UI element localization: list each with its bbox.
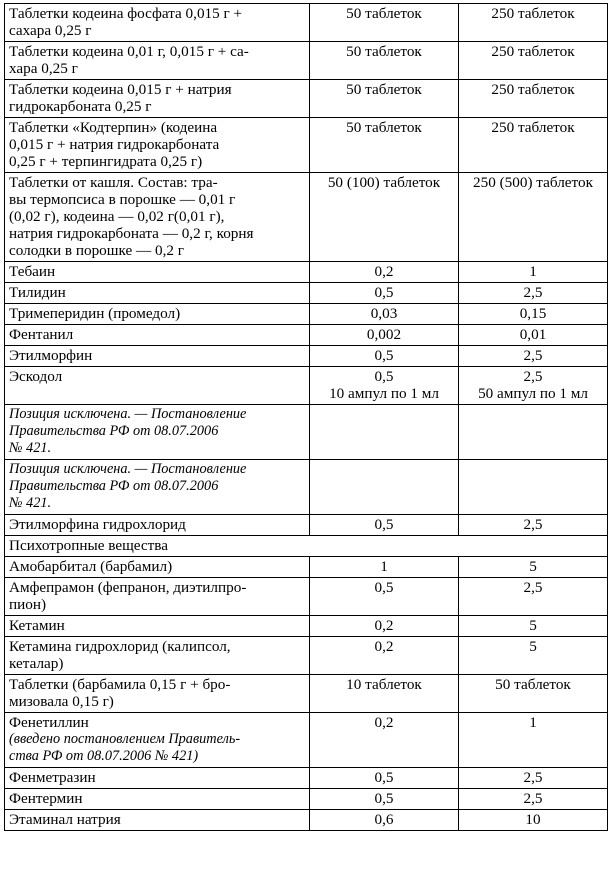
substance-name-cell — [5, 80, 310, 118]
cell-line: Таблетки кодеина 0,015 г + натрия — [9, 81, 232, 98]
single-dose-cell — [310, 460, 459, 515]
cell-line: 50 ампул по 1 мл — [478, 385, 588, 402]
cell-line: 0,002 — [366, 326, 402, 343]
substance-name-cell — [5, 515, 310, 536]
cell-line: 0,5 — [374, 368, 394, 385]
cell-line: 250 таблеток — [491, 43, 575, 60]
total-quantity-cell — [459, 283, 608, 304]
table-row — [5, 515, 608, 536]
total-quantity-cell — [459, 346, 608, 367]
cell-line: Кетамина гидрохлорид (калипсол, — [9, 638, 231, 655]
cell-line: Фентанил — [9, 326, 74, 343]
cell-line: 50 таблеток — [346, 43, 422, 60]
table-row — [5, 346, 608, 367]
total-quantity-cell — [459, 118, 608, 173]
total-quantity-cell — [459, 637, 608, 675]
cell-line: вы термопсиса в порошке — 0,01 г — [9, 191, 236, 208]
cell-line: 0,2 — [374, 714, 394, 731]
total-quantity-cell — [459, 42, 608, 80]
table-row — [5, 283, 608, 304]
cell-line: 0,2 — [374, 638, 394, 655]
cell-line: 0,5 — [374, 769, 394, 786]
cell-line: Этаминал натрия — [9, 811, 121, 828]
cell-line: 250 таблеток — [491, 119, 575, 136]
total-quantity-cell — [459, 367, 608, 405]
cell-line: Тебаин — [9, 263, 56, 280]
table-row — [5, 304, 608, 325]
table-row — [5, 262, 608, 283]
total-quantity-cell — [459, 4, 608, 42]
cell-line: Правительства РФ от 08.07.2006 — [9, 478, 219, 494]
single-dose-cell — [310, 789, 459, 810]
single-dose-cell — [310, 4, 459, 42]
total-quantity-cell — [459, 173, 608, 262]
cell-line: 0,03 — [370, 305, 398, 322]
cell-line: Тилидин — [9, 284, 66, 301]
cell-line: 0,2 — [374, 617, 394, 634]
single-dose-cell — [310, 118, 459, 173]
substance-name-cell — [5, 713, 310, 768]
cell-line: Таблетки «Кодтерпин» (кодеина — [9, 119, 218, 136]
table-row — [5, 118, 608, 173]
substance-name-cell — [5, 810, 310, 831]
single-dose-cell — [310, 675, 459, 713]
cell-line: солодки в порошке — 0,2 г — [9, 242, 185, 259]
cell-line: № 421. — [9, 495, 52, 511]
substance-name-cell — [5, 262, 310, 283]
cell-line: 10 ампул по 1 мл — [329, 385, 439, 402]
cell-line: 0,2 — [374, 263, 394, 280]
table-body — [5, 4, 608, 831]
table-row — [5, 460, 608, 515]
cell-line: Позиция исключена. — Постановление — [9, 461, 247, 477]
table-row — [5, 557, 608, 578]
cell-line: хара 0,25 г — [9, 60, 78, 77]
cell-line: 0,25 г + терпингидрата 0,25 г) — [9, 153, 203, 170]
substance-name-cell — [5, 367, 310, 405]
cell-line: 2,5 — [523, 368, 543, 385]
table-row — [5, 810, 608, 831]
total-quantity-cell — [459, 304, 608, 325]
cell-line: 50 таблеток — [346, 81, 422, 98]
cell-line: 0,5 — [374, 347, 394, 364]
single-dose-cell — [310, 262, 459, 283]
cell-line: 2,5 — [523, 347, 543, 364]
table-row — [5, 42, 608, 80]
total-quantity-cell — [459, 557, 608, 578]
single-dose-cell — [310, 173, 459, 262]
cell-line: 2,5 — [523, 769, 543, 786]
substance-name-cell — [5, 304, 310, 325]
cell-line: кеталар) — [9, 655, 64, 672]
total-quantity-cell — [459, 460, 608, 515]
cell-line: 10 таблеток — [346, 676, 422, 693]
cell-line: № 421. — [9, 440, 52, 456]
total-quantity-cell — [459, 262, 608, 283]
cell-line: 2,5 — [523, 516, 543, 533]
single-dose-cell — [310, 515, 459, 536]
total-quantity-cell — [459, 405, 608, 460]
table-row — [5, 616, 608, 637]
cell-line: Фенетиллин — [9, 714, 89, 731]
cell-line: 1 — [380, 558, 388, 575]
substance-name-cell — [5, 637, 310, 675]
substance-name-cell — [5, 578, 310, 616]
cell-line: Позиция исключена. — Постановление — [9, 406, 247, 422]
substance-name-cell — [5, 557, 310, 578]
total-quantity-cell — [459, 789, 608, 810]
cell-line: 5 — [529, 638, 537, 655]
single-dose-cell — [310, 578, 459, 616]
cell-line: 0,01 — [519, 326, 547, 343]
cell-line: Этилморфин — [9, 347, 93, 364]
cell-line: 250 таблеток — [491, 5, 575, 22]
cell-line: 50 таблеток — [346, 119, 422, 136]
table-row — [5, 4, 608, 42]
cell-line: натрия гидрокарбоната — 0,2 г, корня — [9, 225, 254, 242]
cell-line: Амфепрамон (фепранон, диэтилпро- — [9, 579, 247, 596]
substance-name-cell — [5, 675, 310, 713]
substance-name-cell — [5, 789, 310, 810]
cell-line: пион) — [9, 596, 47, 613]
single-dose-cell — [310, 768, 459, 789]
table-row — [5, 768, 608, 789]
single-dose-cell — [310, 405, 459, 460]
cell-line: 5 — [529, 558, 537, 575]
table-row — [5, 536, 608, 557]
cell-line: Тримеперидин (промедол) — [9, 305, 181, 322]
cell-line: Правительства РФ от 08.07.2006 — [9, 423, 219, 439]
cell-line: (0,02 г), кодеина — 0,02 г(0,01 г), — [9, 208, 225, 225]
table-row — [5, 675, 608, 713]
cell-line: 1 — [529, 714, 537, 731]
cell-line: Таблетки кодеина 0,01 г, 0,015 г + са- — [9, 43, 249, 60]
single-dose-cell — [310, 637, 459, 675]
single-dose-cell — [310, 557, 459, 578]
total-quantity-cell — [459, 325, 608, 346]
total-quantity-cell — [459, 616, 608, 637]
cell-line: 50 таблеток — [346, 5, 422, 22]
single-dose-cell — [310, 713, 459, 768]
cell-line: Фенметразин — [9, 769, 96, 786]
total-quantity-cell — [459, 713, 608, 768]
table-row — [5, 405, 608, 460]
single-dose-cell — [310, 283, 459, 304]
single-dose-cell — [310, 346, 459, 367]
table-row — [5, 578, 608, 616]
single-dose-cell — [310, 42, 459, 80]
single-dose-cell — [310, 810, 459, 831]
cell-line: 0,6 — [374, 811, 394, 828]
cell-line: мизовала 0,15 г) — [9, 693, 114, 710]
cell-line: 50 (100) таблеток — [327, 174, 441, 191]
substance-name-cell — [5, 118, 310, 173]
cell-line: 10 — [525, 811, 541, 828]
document-page — [4, 3, 607, 831]
cell-line: ства РФ от 08.07.2006 № 421) — [9, 748, 199, 764]
cell-line: 0,5 — [374, 516, 394, 533]
cell-line: гидрокарбоната 0,25 г — [9, 98, 152, 115]
table-row — [5, 789, 608, 810]
substance-name-cell — [5, 346, 310, 367]
table-row — [5, 173, 608, 262]
total-quantity-cell — [459, 810, 608, 831]
substance-name-cell — [5, 42, 310, 80]
cell-line: 250 таблеток — [491, 81, 575, 98]
section-header — [5, 536, 608, 557]
substance-name-cell — [5, 173, 310, 262]
single-dose-cell — [310, 616, 459, 637]
substances-table — [4, 3, 608, 831]
substance-name-cell — [5, 4, 310, 42]
cell-line: 2,5 — [523, 579, 543, 596]
substance-name-cell — [5, 616, 310, 637]
cell-line: 250 (500) таблеток — [473, 174, 593, 191]
substance-name-cell — [5, 283, 310, 304]
cell-line: 0,15 — [519, 305, 547, 322]
cell-line: Кетамин — [9, 617, 65, 634]
cell-line: 0,5 — [374, 284, 394, 301]
cell-line: Психотропные вещества — [9, 537, 168, 554]
substance-name-cell — [5, 405, 310, 460]
total-quantity-cell — [459, 80, 608, 118]
cell-line: (введено постановлением Правитель- — [9, 731, 241, 747]
total-quantity-cell — [459, 515, 608, 536]
cell-line: 1 — [529, 263, 537, 280]
cell-line: Амобарбитал (барбамил) — [9, 558, 173, 575]
cell-line: 0,5 — [374, 790, 394, 807]
cell-line: Таблетки от кашля. Состав: тра- — [9, 174, 218, 191]
cell-line: 0,5 — [374, 579, 394, 596]
table-row — [5, 325, 608, 346]
total-quantity-cell — [459, 578, 608, 616]
cell-line: Эскодол — [9, 368, 63, 385]
single-dose-cell — [310, 325, 459, 346]
cell-line: 50 таблеток — [495, 676, 571, 693]
table-row — [5, 367, 608, 405]
total-quantity-cell — [459, 675, 608, 713]
substance-name-cell — [5, 768, 310, 789]
single-dose-cell — [310, 304, 459, 325]
table-row — [5, 713, 608, 768]
cell-line: 5 — [529, 617, 537, 634]
cell-line: Таблетки (барбамила 0,15 г + бро- — [9, 676, 231, 693]
cell-line: 2,5 — [523, 790, 543, 807]
total-quantity-cell — [459, 768, 608, 789]
table-row — [5, 80, 608, 118]
single-dose-cell — [310, 80, 459, 118]
cell-line: 2,5 — [523, 284, 543, 301]
cell-line: Таблетки кодеина фосфата 0,015 г + — [9, 5, 243, 22]
table-row — [5, 637, 608, 675]
substance-name-cell — [5, 325, 310, 346]
substance-name-cell — [5, 460, 310, 515]
cell-line: 0,015 г + натрия гидрокарбоната — [9, 136, 220, 153]
cell-line: Этилморфина гидрохлорид — [9, 516, 186, 533]
single-dose-cell — [310, 367, 459, 405]
cell-line: сахара 0,25 г — [9, 22, 92, 39]
cell-line: Фентермин — [9, 790, 83, 807]
